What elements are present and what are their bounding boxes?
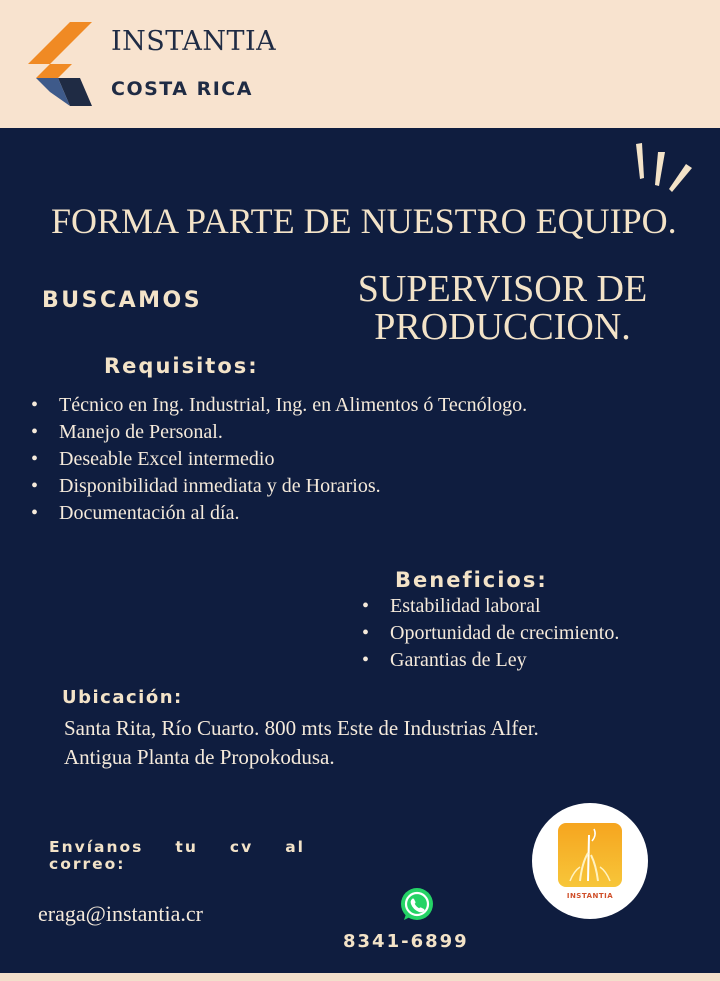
list-item: • Estabilidad laboral [362,593,712,620]
buscamos-label: BUSCAMOS [42,288,203,313]
requisitos-title: Requisitos: [104,354,259,378]
bottom-strip [0,973,720,981]
job-title [330,270,675,346]
wheat-icon [558,823,622,887]
list-item: • Manejo de Personal. [31,419,611,446]
list-item: • Garantias de Ley [362,647,712,674]
sparkle-lines-icon [630,140,700,196]
job-title-line-1: SUPERVISOR DE [357,268,648,310]
instantia-logo-icon [28,22,98,106]
brand-name: INSTANTIA [111,26,277,57]
send-cv-line-1: Envíanos tu cv al [49,838,305,856]
send-cv-label [49,839,305,873]
ubicacion-title: Ubicación: [62,687,183,708]
brand-country: COSTA RICA [111,78,253,100]
list-item: • Técnico en Ing. Industrial, Ing. en Alimentos ó Tecnólogo. [31,392,611,419]
ubicacion-address [64,714,704,772]
list-item: • Deseable Excel intermedio [31,446,611,473]
send-cv-line-2: correo: [49,855,126,873]
contact-email[interactable]: eraga@instantia.cr [38,901,204,926]
list-item: • Disponibilidad inmediata y de Horarios. [31,473,611,500]
badge-label: INSTANTIA [566,892,614,900]
address-line-1: Santa Rita, Río Cuarto. 800 mts Este de Industrias Alfer. [64,716,539,740]
whatsapp-icon[interactable] [398,886,436,924]
job-title-line-2: PRODUCCION. [374,306,631,348]
beneficios-title: Beneficios: [395,568,548,592]
beneficios-list [362,593,712,674]
list-item: • Documentación al día. [31,500,611,527]
requisitos-list [31,392,611,527]
address-line-2: Antigua Planta de Propokodusa. [64,745,335,769]
contact-phone[interactable]: 8341-6899 [343,931,469,952]
header [0,0,720,128]
headline: FORMA PARTE DE NUESTRO EQUIPO. [51,201,677,241]
instantia-badge-icon [558,823,622,887]
instantia-badge [532,803,648,919]
list-item: • Oportunidad de crecimiento. [362,620,712,647]
